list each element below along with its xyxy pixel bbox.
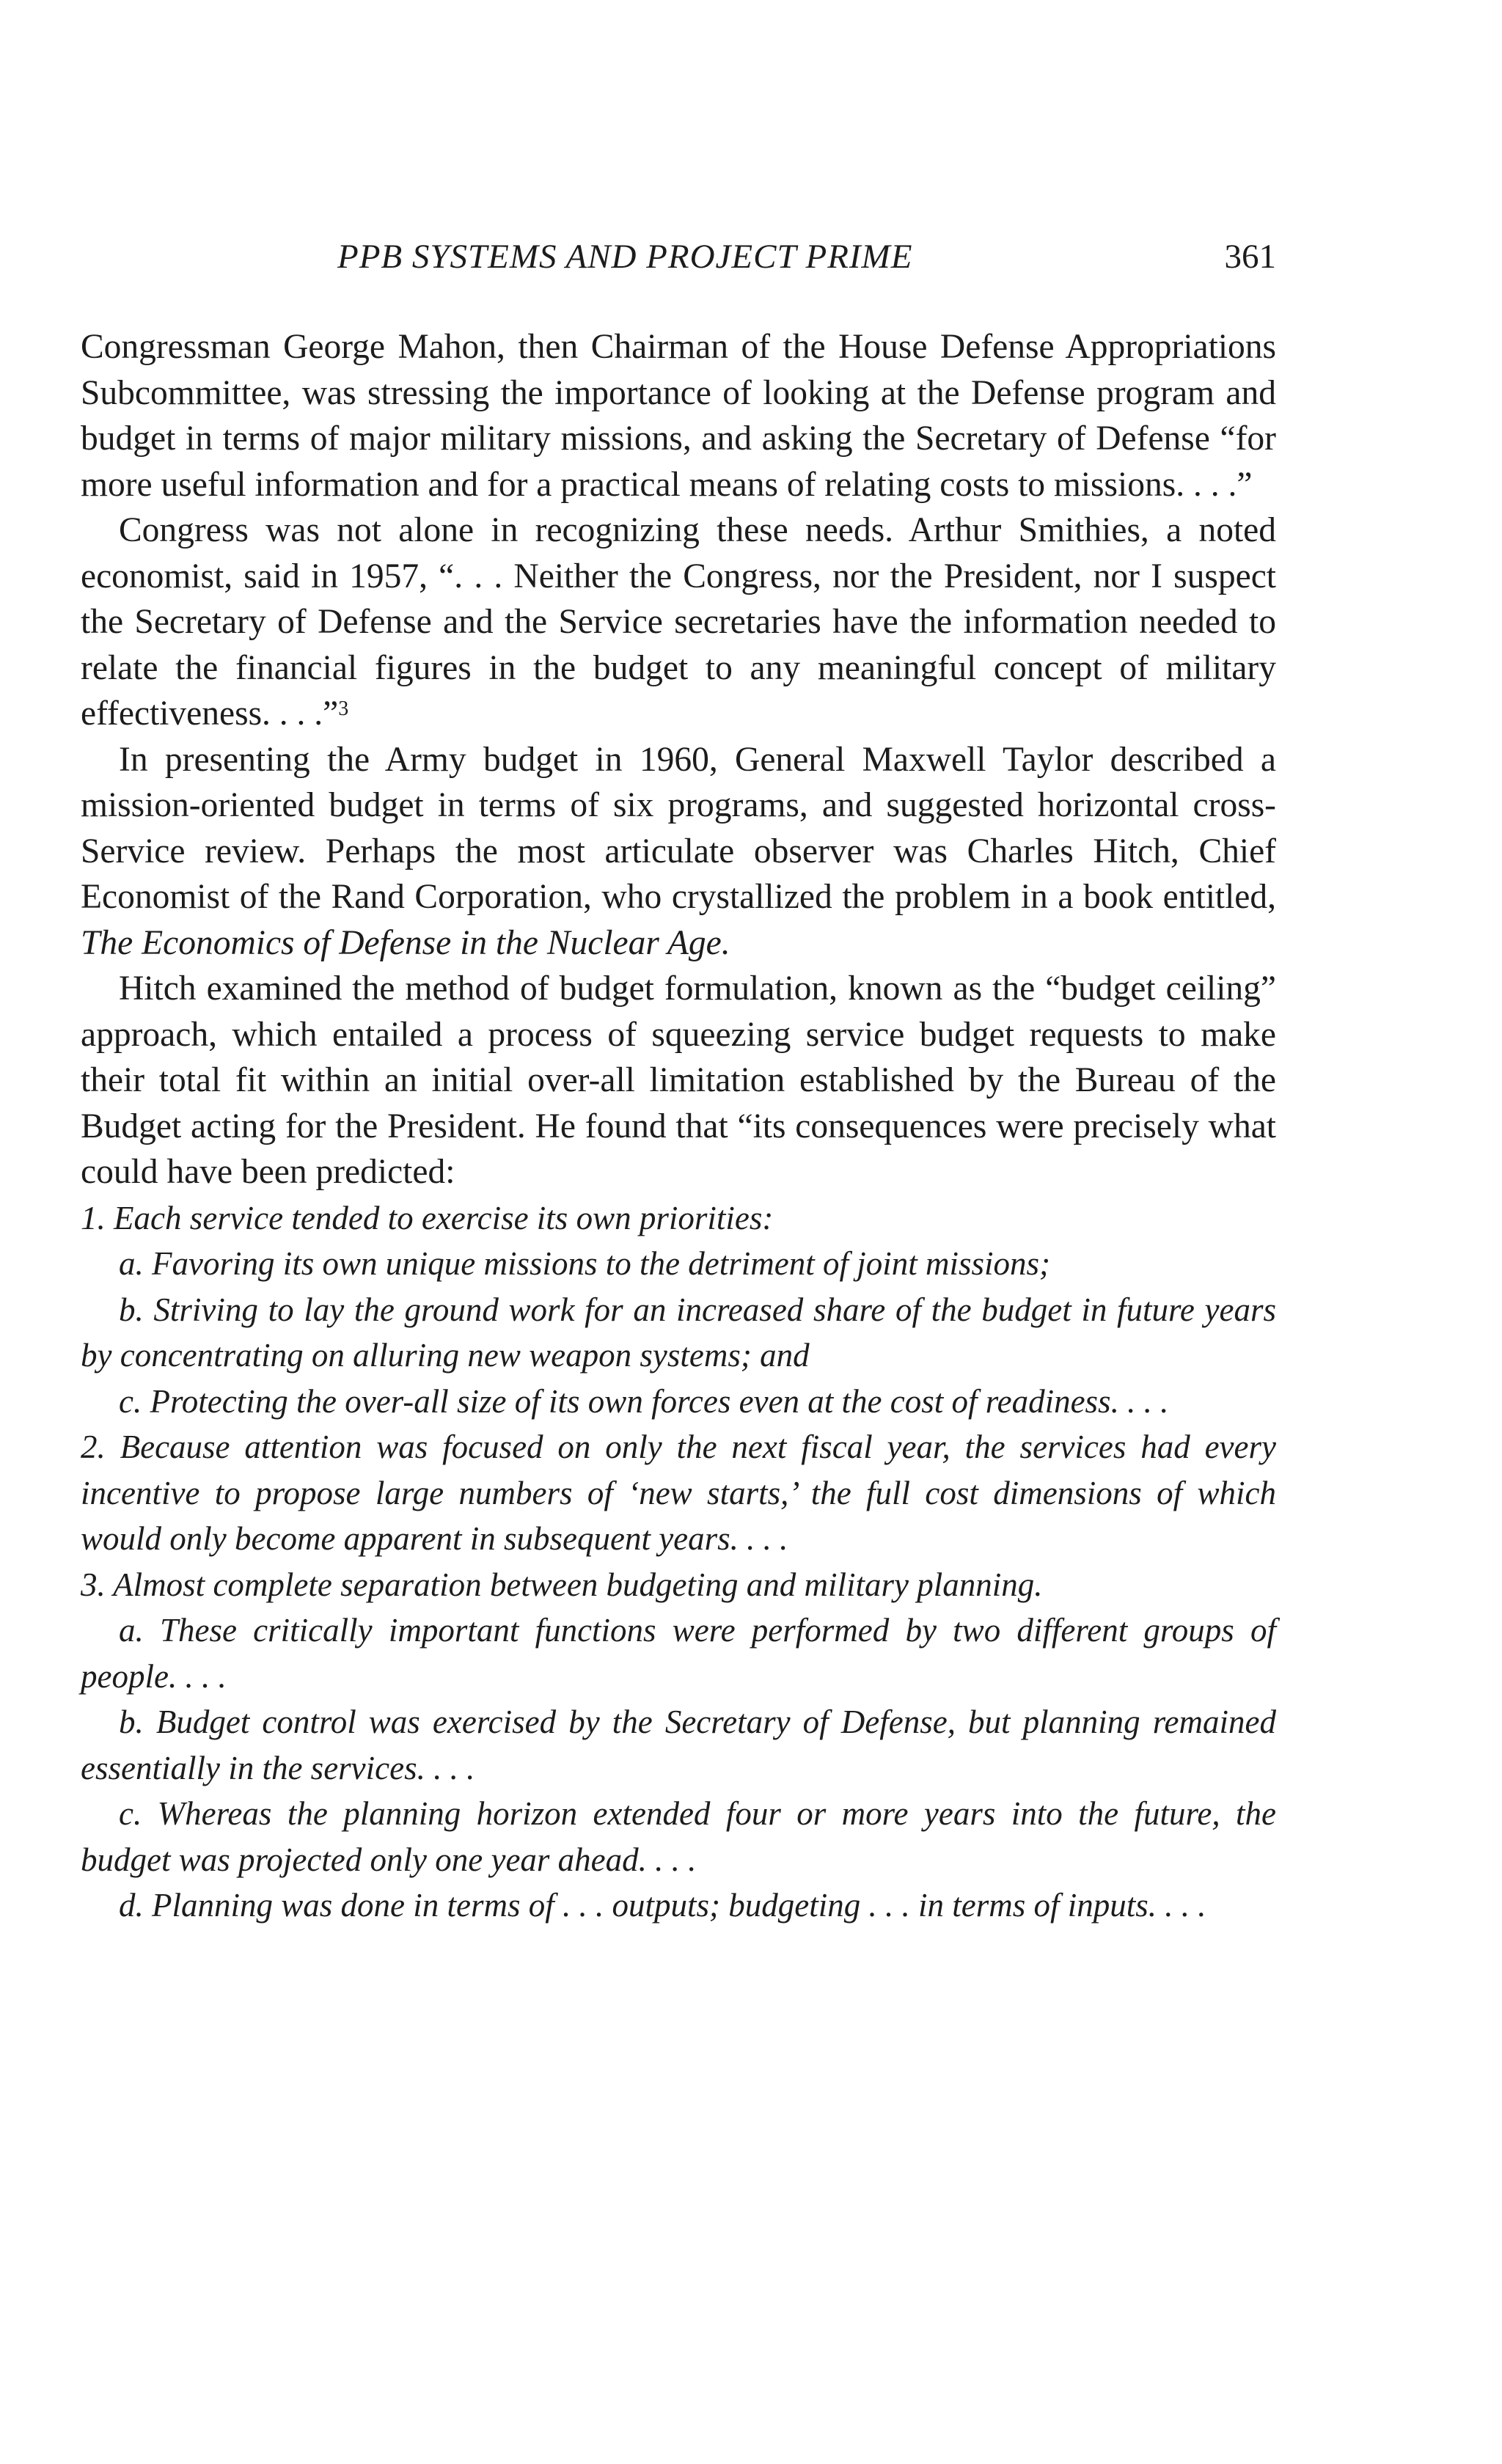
list-item: d. Planning was done in terms of . . . outputs; budgeting . . . in terms of inputs. . . . — [119, 1887, 1206, 1924]
running-head — [81, 227, 1276, 286]
body-text — [81, 324, 1276, 1195]
list-item: c. Whereas the planning horizon extended four or more years into the future, the budget was projected only one year ahead. . . . — [81, 1795, 1276, 1878]
paragraph — [81, 737, 1276, 967]
list-item: b. Striving to lay the ground work for an increased share of the budget in future years by concentrating on alluring new weapon systems; and — [81, 1291, 1276, 1374]
page — [81, 227, 1276, 1929]
list-item: 3. Almost complete separation between budgeting and military planning. — [81, 1566, 1043, 1603]
running-title: PPB SYSTEMS AND PROJECT PRIME — [337, 238, 913, 276]
page-number: 361 — [1224, 238, 1276, 276]
list-item: b. Budget control was exercised by the Secretary of Defense, but planning remained essentially in the services. . . . — [81, 1704, 1276, 1786]
paragraph: Congressman George Mahon, then Chairman of the House Defense Appropriations Subcommittee, was stressing the importance of looking at the Defense program and budget in terms of major military missions, and asking the Secretary of Defense “for more useful information and for a practical means of relating costs to missions. . . .” — [81, 328, 1276, 504]
paragraph-text: Congress was not alone in recognizing these needs. Arthur Smithies, a noted economist, said in 1957, “. . . Neither the Congress, nor the President, nor I suspect the Secretary of Defense and the Service secretaries have the information needed to relate the financial figures in the budget to any meaningful concept of military effectiveness. . . .” — [81, 511, 1276, 733]
quoted-list — [81, 1195, 1276, 1929]
footnote-ref: 3 — [338, 697, 349, 720]
paragraph-text: In presenting the Army budget in 1960, General Maxwell Taylor described a mission-oriented budget in terms of six programs, and suggested horizontal cross-Service review. Perhaps the most articulate observer was Charles Hitch, Chief Economist of the Rand Corporation, who crystallized the problem in a book entitled, — [81, 740, 1276, 916]
list-item: a. These critically important functions were performed by two different groups of people. . . . — [81, 1612, 1276, 1695]
book-title: The Economics of Defense in the Nuclear Age. — [81, 923, 730, 962]
paragraph: Hitch examined the method of budget formulation, known as the “budget ceiling” approach, which entailed a process of squeezing service budget requests to make their total fit within an initial over-all limitation established by the Bureau of the Budget acting for the President. He found that “its consequences were precisely what could have been predicted: — [81, 969, 1276, 1191]
list-item: c. Protecting the over-all size of its own forces even at the cost of readiness. . . . — [119, 1382, 1169, 1420]
paragraph — [81, 507, 1276, 737]
list-item: 2. Because attention was focused on only the next fiscal year, the services had every incentive to propose large numbers of ‘new starts,’ the full cost dimensions of which would only become apparent in subsequent years. . . . — [81, 1429, 1276, 1557]
list-item: a. Favoring its own unique missions to the detriment of joint missions; — [119, 1245, 1050, 1282]
list-item: 1. Each service tended to exercise its own priorities: — [81, 1199, 774, 1236]
